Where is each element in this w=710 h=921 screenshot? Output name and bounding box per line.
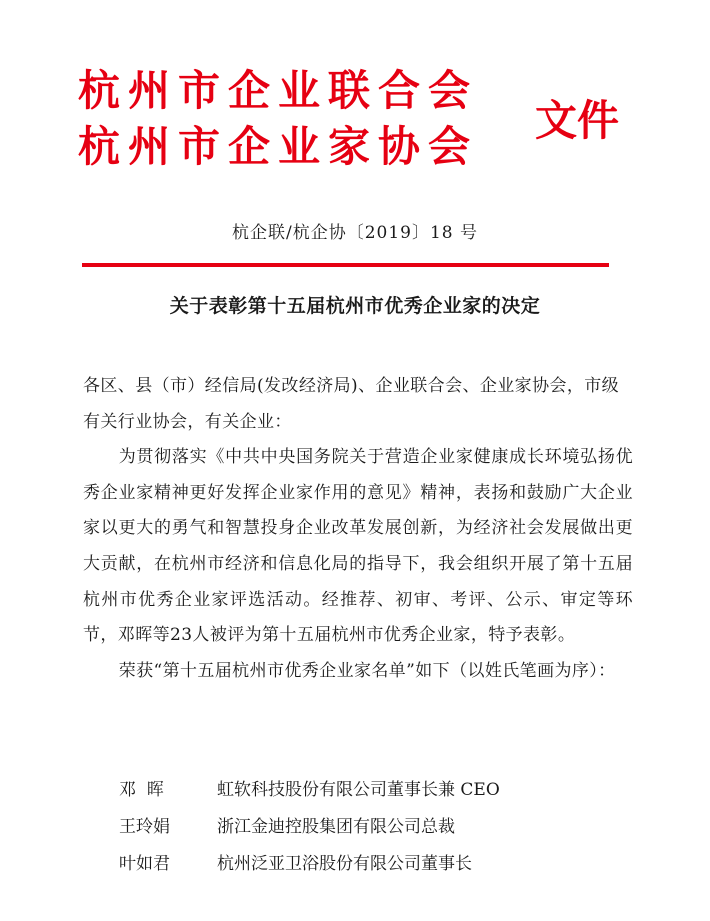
winner-company: 浙江金迪控股集团有限公司总裁 bbox=[217, 817, 455, 837]
winner-name: 叶如君 bbox=[119, 854, 170, 874]
org-name-line-1: 杭州市企业联合会 bbox=[78, 66, 479, 115]
winner-name: 王玲娟 bbox=[119, 817, 170, 837]
winner-list bbox=[83, 772, 643, 883]
document-body bbox=[83, 369, 633, 689]
paragraph-main: 为贯彻落实《中共中央国务院关于营造企业家健康成长环境弘扬优秀企业家精神更好发挥企业家作用的意见》精神，表扬和鼓励广大企业家以更大的勇气和智慧投身企业改革发展创新，为经济社会发展做出更大贡献，在杭州市经济和信息化局的指导下，我会组织开展了第十五届杭州市优秀企业家评选活动。经推荐、初审、考评、公示、审定等环节，邓晖等23人被评为第十五届杭州市优秀企业家，特予表彰。 bbox=[83, 447, 633, 646]
winner-company: 虹软科技股份有限公司董事长兼 CEO bbox=[217, 780, 500, 800]
red-divider bbox=[82, 263, 609, 267]
list-item bbox=[83, 772, 643, 809]
list-item bbox=[83, 809, 643, 846]
paragraph-list-intro: 荣获“第十五届杭州市优秀企业家名单”如下（以姓氏笔画为序）： bbox=[118, 660, 616, 681]
org-name-line-2: 杭州市企业家协会 bbox=[78, 122, 479, 171]
list-item bbox=[83, 846, 643, 883]
winner-name: 邓 晖 bbox=[119, 780, 164, 800]
document-title: 关于表彰第十五届杭州市优秀企业家的决定 bbox=[169, 295, 541, 317]
document-number: 杭企联/杭企协〔2019〕18 号 bbox=[231, 223, 479, 243]
addressee: 各区、县（市）经信局(发改经济局)、企业联合会、企业家协会，市级有关行业协会，有关企业： bbox=[83, 376, 620, 432]
document-type-label: 文件 bbox=[535, 96, 620, 145]
winner-company: 杭州泛亚卫浴股份有限公司董事长 bbox=[217, 854, 472, 874]
